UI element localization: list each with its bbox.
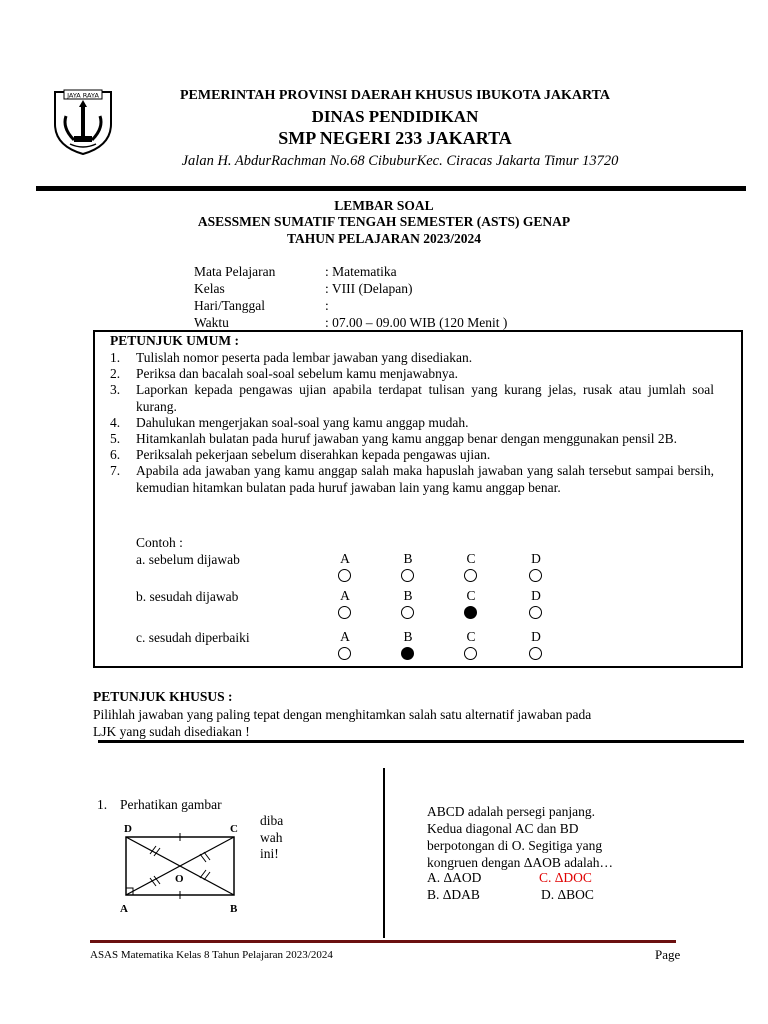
rectangle-figure <box>112 820 252 920</box>
example-option-letter: B <box>403 629 413 644</box>
example-option-letter: C <box>466 629 476 644</box>
question-prompt-line: ini! <box>260 846 279 861</box>
general-instructions-title: PETUNJUK UMUM : <box>110 333 239 348</box>
vertex-label-o: O <box>175 873 184 885</box>
list-item-number: 1. <box>110 350 121 365</box>
question-prompt: Perhatikan gambar <box>120 797 222 812</box>
example-label-before: a. sebelum dijawab <box>136 552 240 567</box>
header-school-name: SMP NEGERI 233 JAKARTA <box>278 128 512 148</box>
rectangle-diagonals-diagram <box>112 820 252 920</box>
special-instructions-title: PETUNJUK KHUSUS : <box>93 689 233 704</box>
column-divider <box>383 768 385 938</box>
example-option-letter: D <box>531 629 541 644</box>
answer-bubble-empty <box>338 569 351 582</box>
meta-value-class: : VIII (Delapan) <box>325 281 413 296</box>
question-prompt-line: diba <box>260 813 284 828</box>
list-item-text: Hitamkanlah bulatan pada huruf jawaban yang kamu anggap benar dengan menggunakan pensil 2B. <box>136 431 677 447</box>
example-option-letter: C <box>466 551 476 566</box>
meta-value-time: : 07.00 – 09.00 WIB (120 Menit ) <box>325 315 508 330</box>
doc-title: LEMBAR SOAL <box>334 198 434 213</box>
list-item-number: 2. <box>110 366 121 382</box>
general-instructions-list <box>110 350 714 496</box>
example-option-letter: A <box>340 629 350 644</box>
answer-bubble-empty <box>464 569 477 582</box>
footer-divider <box>90 940 676 943</box>
answer-option-c: C. ΔDOC <box>539 870 592 885</box>
list-item <box>110 382 714 414</box>
question-stem-line: kongruen dengan ΔAOB adalah… <box>427 855 614 870</box>
list-item-text: Apabila ada jawaban yang kamu anggap salah maka hapuslah jawaban yang salah tersebut sampai bersih, kemudian hitamkan bulatan pada huruf jawaban lain yang kamu anggap benar. <box>136 463 714 495</box>
example-option-letter: A <box>340 588 350 603</box>
question-stem-line: Kedua diagonal AC dan BD <box>427 821 579 836</box>
answer-bubble-empty <box>338 606 351 619</box>
list-item <box>110 463 714 495</box>
header-government: PEMERINTAH PROVINSI DAERAH KHUSUS IBUKOTA JAKARTA <box>179 88 611 103</box>
logo-text: JAYA RAYA <box>67 91 99 100</box>
meta-label-class: Kelas <box>194 281 225 296</box>
example-heading: Contoh : <box>136 535 183 550</box>
list-item <box>110 431 714 447</box>
answer-bubble-empty <box>338 647 351 660</box>
example-option-letter: D <box>531 551 541 566</box>
example-option-letter: D <box>531 588 541 603</box>
special-instructions-line: LJK yang sudah disediakan ! <box>93 723 250 739</box>
question-prompt-line: wah <box>260 829 283 845</box>
special-instructions-line: Pilihlah jawaban yang paling tepat dengan menghitamkan salah satu alternatif jawaban pada <box>93 707 592 722</box>
question-stem <box>427 803 727 871</box>
special-instructions-text <box>93 707 693 740</box>
list-item-number: 6. <box>110 447 121 463</box>
answer-option-a: A. ΔAOD <box>427 870 482 885</box>
example-label-after: b. sesudah dijawab <box>136 589 239 604</box>
header-address: Jalan H. AbdurRachman No.68 CibuburKec. Ciracas Jakarta Timur 13720 <box>181 153 619 169</box>
list-item-number: 3. <box>110 382 121 398</box>
answer-bubble-empty <box>401 569 414 582</box>
section-divider <box>98 740 744 743</box>
vertex-label-c: C <box>230 823 238 835</box>
footer-page-label: Page <box>655 947 681 962</box>
question-prompt-continued <box>260 813 310 863</box>
list-item <box>110 366 714 382</box>
list-item-text: Tulislah nomor peserta pada lembar jawaban yang disediakan. <box>136 350 473 365</box>
vertex-label-b: B <box>230 903 238 915</box>
list-item-number: 4. <box>110 414 121 430</box>
meta-label-time: Waktu <box>194 315 229 330</box>
header-divider <box>36 186 746 191</box>
meta-value-date: : <box>325 298 329 313</box>
question-stem-line: ABCD adalah persegi panjang. <box>427 804 595 819</box>
list-item <box>110 415 714 431</box>
example-option-letter: B <box>403 551 413 566</box>
answer-bubble-filled <box>464 606 477 619</box>
footer-text: ASAS Matematika Kelas 8 Tahun Pelajaran 2023/2024 <box>90 949 333 961</box>
jakarta-crest-icon <box>52 88 114 156</box>
list-item-number: 5. <box>110 431 121 447</box>
list-item-number: 7. <box>110 463 121 479</box>
question-number: 1. <box>97 797 108 812</box>
example-option-letter: A <box>340 551 350 566</box>
doc-subtitle: ASESSMEN SUMATIF TENGAH SEMESTER (ASTS) GENAP <box>197 214 571 229</box>
vertex-label-d: D <box>124 823 132 835</box>
answer-bubble-empty <box>529 606 542 619</box>
answer-bubble-empty <box>401 606 414 619</box>
question-stem-line: berpotongan di O. Segitiga yang <box>427 838 603 853</box>
answer-bubble-empty <box>529 569 542 582</box>
vertex-label-a: A <box>120 903 128 915</box>
list-item-text: Dahulukan mengerjakan soal-soal yang kamu anggap mudah. <box>136 414 469 430</box>
meta-label-date: Hari/Tanggal <box>194 298 266 313</box>
answer-option-d: D. ΔBOC <box>541 887 594 902</box>
school-logo <box>52 88 114 156</box>
example-option-letter: B <box>403 588 413 603</box>
example-option-letter: C <box>466 588 476 603</box>
header-department: DINAS PENDIDIKAN <box>311 107 479 126</box>
list-item-text: Periksalah pekerjaan sebelum diserahkan kepada pengawas ujian. <box>136 447 491 463</box>
answer-bubble-filled <box>401 647 414 660</box>
answer-option-b: B. ΔDAB <box>427 887 480 902</box>
meta-label-subject: Mata Pelajaran <box>194 264 276 279</box>
list-item <box>110 447 714 463</box>
list-item <box>110 350 714 366</box>
list-item-text: Laporkan kepada pengawas ujian apabila terdapat tulisan yang kurang jelas, rusak atau jumlah soal kurang. <box>136 382 714 414</box>
example-label-corrected: c. sesudah diperbaiki <box>136 630 250 645</box>
meta-value-subject: : Matematika <box>325 264 397 279</box>
answer-bubble-empty <box>529 647 542 660</box>
answer-bubble-empty <box>464 647 477 660</box>
doc-year: TAHUN PELAJARAN 2023/2024 <box>286 231 481 246</box>
list-item-text: Periksa dan bacalah soal-soal sebelum kamu menjawabnya. <box>136 366 459 382</box>
